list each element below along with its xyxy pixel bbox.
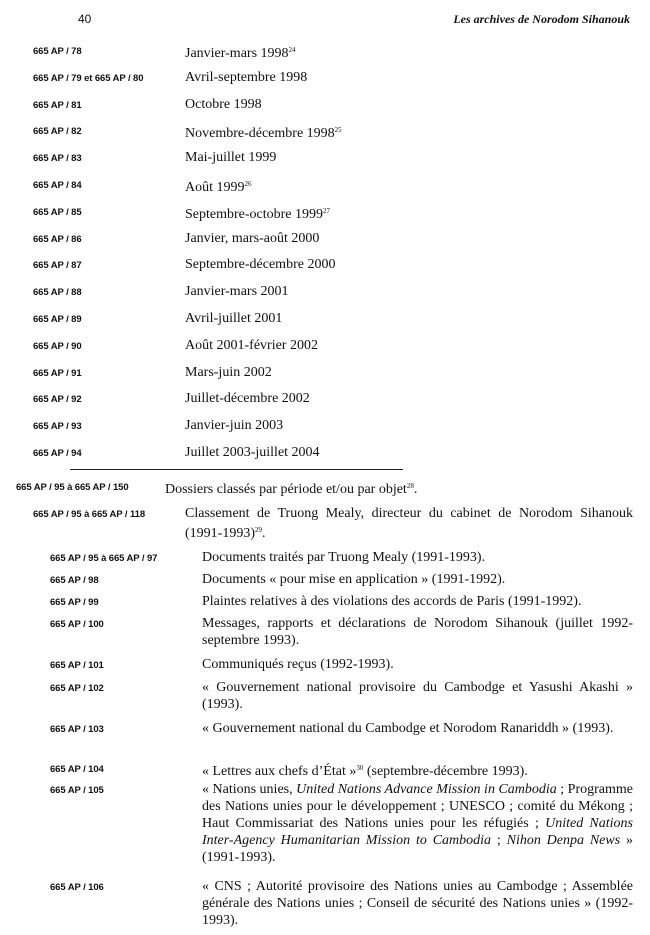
item-text: « CNS ; Autorité provisoire des Nations unies au Cambodge ; Assemblée générale des Nations unies ; Conseil de sécurité des Nations unies » (1992-1993). <box>202 879 633 928</box>
series-date-range: Août 1999$^{26}$ <box>185 180 252 195</box>
series-date-range: Septembre-octobre 1999$^{27}$ <box>185 206 331 222</box>
item-code: 665 AP / 101 <box>50 660 104 671</box>
item-code: 665 AP / 106 <box>50 882 104 893</box>
item-text: Documents traités par Truong Mealy (1991-1993). <box>202 550 486 565</box>
series-date-range: Juillet-décembre 2002 <box>185 391 310 407</box>
item-code: 665 AP / 103 <box>50 724 104 735</box>
series-code: 665 AP / 93 <box>33 421 82 433</box>
section-divider <box>70 469 403 470</box>
item-code: 665 AP / 100 <box>50 619 104 630</box>
series-date-range: Janvier, mars-août 2000 <box>185 230 320 246</box>
item-code: 665 AP / 95 à 665 AP / 97 <box>50 553 158 564</box>
series-date-range: Avril-juillet 2001 <box>185 311 283 326</box>
series-date-range: Octobre 1998 <box>185 96 262 112</box>
series-code: 665 AP / 90 <box>33 340 82 352</box>
series-code: 665 AP / 82 <box>33 126 82 138</box>
series-code: 665 AP / 92 <box>33 394 82 406</box>
item-text: « Lettres aux chefs d’État »$^{30}$ (septembre-décembre 1993). <box>202 764 528 779</box>
subsection-code: 665 AP / 95 à 665 AP / 118 <box>33 509 146 520</box>
item-code: 665 AP / 99 <box>50 597 99 608</box>
footnote-ref: 30 <box>356 764 364 772</box>
item-code: 665 AP / 104 <box>50 764 104 775</box>
item-text: Documents « pour mise en application » (1991-1992). <box>202 572 506 587</box>
item-text: Communiqués reçus (1992-1993). <box>202 657 394 672</box>
section-text: Dossiers classés par période et/ou par objet$^{28}$. <box>165 482 418 497</box>
series-date-range: Mars-juin 2002 <box>185 364 272 380</box>
item-text: « Nations unies, United Nations Advance Mission in Cambodia ; Programme des Nations unies pour le développement ; UNESCO ; comité du Mékong ; Haut Commissariat des Nations unies pour les réfugiés ; United Nations Inter-Agency Humanitarian Mission to Cambodia ; Nihon Denpa News » (1991-1993). <box>202 782 634 865</box>
series-code: 665 AP / 83 <box>33 153 82 165</box>
series-code: 665 AP / 79 et 665 AP / 80 <box>33 72 144 84</box>
series-code: 665 AP / 91 <box>33 367 82 379</box>
item-code: 665 AP / 105 <box>50 785 104 796</box>
footnote-ref: 29 <box>255 526 262 534</box>
footnote-ref: 25 <box>334 126 342 135</box>
item-text: « Gouvernement national provisoire du Cambodge et Yasushi Akashi » (1993). <box>202 680 633 712</box>
page-number: 40 <box>78 12 92 26</box>
series-code: 665 AP / 89 <box>33 314 82 325</box>
footnote-ref: 26 <box>244 180 252 188</box>
series-code: 665 AP / 87 <box>33 260 82 272</box>
series-date-range: Mai-juillet 1999 <box>185 150 277 166</box>
item-text: Messages, rapports et déclarations de Norodom Sihanouk (juillet 1992-septembre 1993). <box>202 616 633 648</box>
item-code: 665 AP / 98 <box>50 575 99 586</box>
series-code: 665 AP / 94 <box>33 448 82 459</box>
footnote-ref: 28 <box>406 482 414 490</box>
series-code: 665 AP / 81 <box>33 99 82 111</box>
series-date-range: Septembre-décembre 2000 <box>185 257 336 273</box>
item-code: 665 AP / 102 <box>50 683 104 694</box>
series-date-range: Novembre-décembre 1998$^{25}$ <box>185 126 342 142</box>
series-code: 665 AP / 88 <box>33 287 82 299</box>
series-date-range: Août 2001-février 2002 <box>185 337 318 353</box>
series-code: 665 AP / 85 <box>33 206 82 218</box>
series-date-range: Janvier-mars 1998$^{24}$ <box>185 46 296 61</box>
item-text: Plaintes relatives à des violations des accords de Paris (1991-1992). <box>202 594 582 609</box>
page-header <box>0 12 650 30</box>
item-text: « Gouvernement national du Cambodge et Norodom Ranariddh » (1993). <box>202 721 614 736</box>
series-date-range: Janvier-juin 2003 <box>185 418 284 434</box>
subsection-text: Classement de Truong Mealy, directeur du cabinet de Norodom Sihanouk (1991-1993)$^{29}$. <box>185 506 633 541</box>
series-code: 665 AP / 78 <box>33 46 82 57</box>
series-date-range: Avril-septembre 1998 <box>185 69 308 85</box>
series-code: 665 AP / 84 <box>33 180 82 191</box>
footnote-ref: 27 <box>323 206 331 215</box>
footnote-ref: 24 <box>288 46 296 54</box>
running-title: Les archives de Norodom Sihanouk <box>453 12 630 26</box>
section-code: 665 AP / 95 à 665 AP / 150 <box>16 482 129 493</box>
series-date-range: Juillet 2003-juillet 2004 <box>185 445 320 460</box>
series-code: 665 AP / 86 <box>33 233 82 245</box>
series-date-range: Janvier-mars 2001 <box>185 284 289 300</box>
